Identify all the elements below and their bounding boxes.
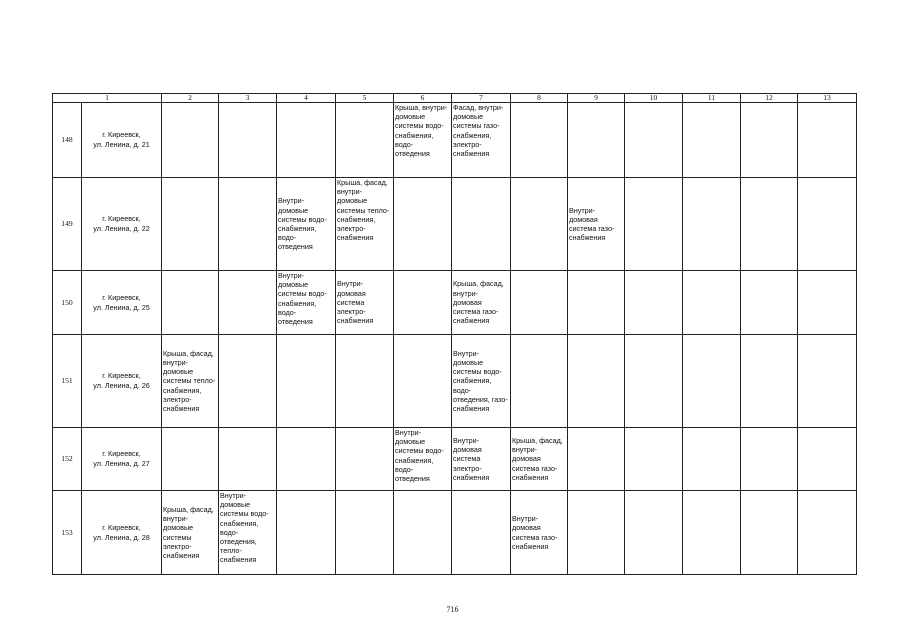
work-cell: Крыша, фасад, внутри- домовая система газо- снабжения [452,271,511,335]
work-cell: Крыша, фасад, внутри- домовые системы электро- снабжения [162,491,219,575]
row-number: 148 [53,103,82,178]
table-row [53,178,857,271]
work-cell: Внутри- домовая система газо- снабжения [511,491,568,575]
work-cell [625,335,683,428]
work-cell [741,178,798,271]
work-cell [683,335,741,428]
address-cell: г. Киреевск, ул. Ленина, д. 25 [82,271,162,335]
work-cell: Внутри- домовые системы водо- снабжения, водо- отведения [277,271,336,335]
work-cell [568,103,625,178]
work-cell [683,491,741,575]
work-cell [798,491,857,575]
work-cell: Внутри- домовые системы водо- снабжения, водо- отведения, тепло- снабжения [219,491,277,575]
work-cell [568,271,625,335]
work-cell: Крыша, внутри- домовые системы водо- снабжения, водо- отведения [394,103,452,178]
work-cell: Фасад, внутри- домовые системы газо- снабжения, электро- снабжения [452,103,511,178]
work-cell [219,271,277,335]
work-cell [741,335,798,428]
work-cell [568,335,625,428]
header-row [53,94,857,103]
address-cell: г. Киреевск, ул. Ленина, д. 21 [82,103,162,178]
work-cell: Внутри- домовая система электро- снабжения [336,271,394,335]
address-cell: г. Киреевск, ул. Ленина, д. 22 [82,178,162,271]
work-cell: Внутри- домовая система электро- снабжения [452,428,511,491]
work-cell [277,103,336,178]
table-row [53,335,857,428]
work-cell [277,428,336,491]
work-cell [336,428,394,491]
header-cell-6: 6 [394,94,452,103]
work-cell [394,271,452,335]
header-cell-13: 13 [798,94,857,103]
work-cell [683,103,741,178]
header-cell-9: 9 [568,94,625,103]
work-cell [625,103,683,178]
work-cell [336,335,394,428]
work-cell [219,335,277,428]
work-cell [741,491,798,575]
header-cell-8: 8 [511,94,568,103]
work-cell [219,103,277,178]
work-cell [625,271,683,335]
work-cell: Внутри- домовые системы водо- снабжения, водо- отведения [394,428,452,491]
work-cell [394,335,452,428]
work-cell: Внутри- домовые системы водо- снабжения, водо- отведения, газо- снабжения [452,335,511,428]
row-number: 149 [53,178,82,271]
work-cell [162,103,219,178]
work-cell [336,103,394,178]
work-cell [452,178,511,271]
page-number: 716 [446,605,459,614]
header-cell-7: 7 [452,94,511,103]
work-cell [511,103,568,178]
work-cell [162,178,219,271]
header-cell-11: 11 [683,94,741,103]
header-cell-1: 1 [53,94,162,103]
work-cell [277,491,336,575]
work-cell [683,428,741,491]
header-cell-3: 3 [219,94,277,103]
work-cell [683,271,741,335]
address-cell: г. Киреевск, ул. Ленина, д. 28 [82,491,162,575]
work-cell [625,428,683,491]
work-cell [452,491,511,575]
work-cell [625,491,683,575]
row-number: 152 [53,428,82,491]
work-cell: Крыша, фасад, внутри- домовые системы тепло- снабжения, электро- снабжения [162,335,219,428]
header-cell-10: 10 [625,94,683,103]
work-cell [219,178,277,271]
row-number: 150 [53,271,82,335]
work-cell [798,335,857,428]
work-cell [568,491,625,575]
work-cell [277,335,336,428]
header-cell-12: 12 [741,94,798,103]
work-cell: Внутри- домовые системы водо- снабжения, водо- отведения [277,178,336,271]
header-cell-2: 2 [162,94,219,103]
table-row [53,271,857,335]
work-cell [741,428,798,491]
table-row [53,491,857,575]
work-cell [162,271,219,335]
work-cell: Крыша, фасад, внутри- домовые системы тепло- снабжения, электро- снабжения [336,178,394,271]
table-row [53,103,857,178]
work-cell [511,335,568,428]
address-cell: г. Киреевск, ул. Ленина, д. 27 [82,428,162,491]
work-cell [336,491,394,575]
row-number: 153 [53,491,82,575]
work-cell [162,428,219,491]
row-number: 151 [53,335,82,428]
work-cell [798,271,857,335]
schedule-table [52,93,857,575]
work-cell [394,491,452,575]
table-row [53,428,857,491]
work-cell [568,428,625,491]
header-cell-5: 5 [336,94,394,103]
work-cell [219,428,277,491]
work-cell [798,103,857,178]
work-cell [683,178,741,271]
work-cell: Внутри- домовая система газо- снабжения [568,178,625,271]
work-cell [394,178,452,271]
work-cell [511,178,568,271]
work-cell [798,178,857,271]
work-cell [741,271,798,335]
work-cell [625,178,683,271]
header-cell-4: 4 [277,94,336,103]
work-cell [511,271,568,335]
work-cell [798,428,857,491]
address-cell: г. Киреевск, ул. Ленина, д. 26 [82,335,162,428]
work-cell: Крыша, фасад, внутри- домовая система газо- снабжения [511,428,568,491]
work-cell [741,103,798,178]
